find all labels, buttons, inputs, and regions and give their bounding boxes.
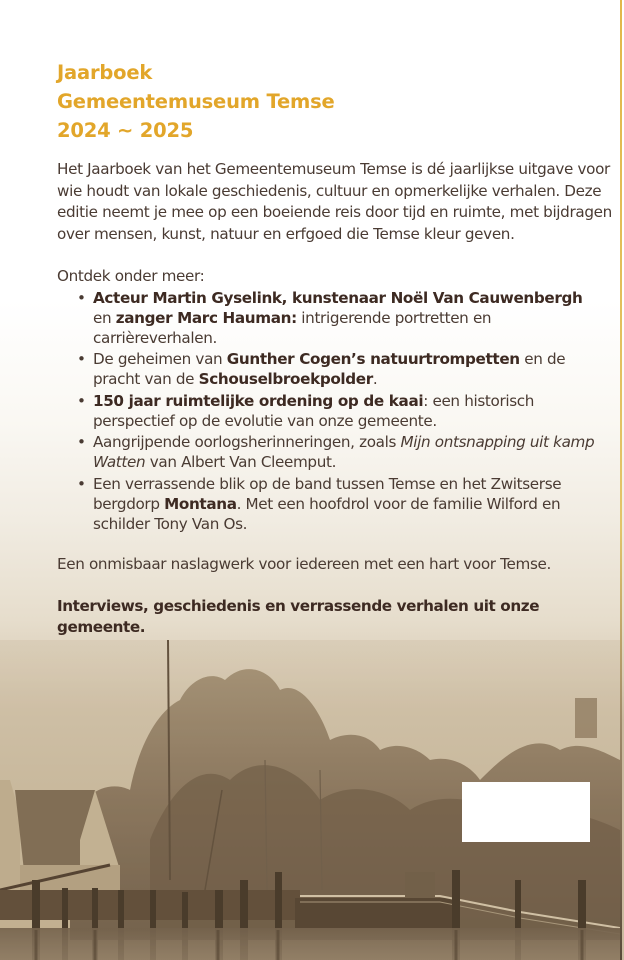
highlights-list xyxy=(75,288,605,534)
highlight-item: • Acteur Martin Gyselink, kunstenaar Noël Van Cauwenbergh en zanger Marc Hauman: intrigerende portretten en carrièreverhalen. xyxy=(75,288,605,348)
book-title xyxy=(57,58,617,145)
highlight-item: • Aangrijpende oorlogsherinneringen, zoals Mijn ontsnapping uit kamp Watten van Albert Van Cleemput. xyxy=(75,432,605,472)
discover-heading: Ontdek onder meer: xyxy=(57,267,205,286)
cover-text-block xyxy=(57,58,617,639)
highlight-item: • 150 jaar ruimtelijke ordening op de kaai: een historisch perspectief op de evolutie van onze gemeente. xyxy=(75,391,605,431)
barcode-placeholder xyxy=(462,782,590,842)
intro-paragraph: Het Jaarboek van het Gemeentemuseum Temse is dé jaarlijkse uitgave voor wie houdt van lokale geschiedenis, cultuur en opmerkelijke verhalen. Deze editie neemt je mee op een boeiende reis door tijd en ruimte, met bijdragen over mensen, kunst, natuur en erfgoed die Temse kleur geven. xyxy=(57,160,612,243)
spine-edge-line xyxy=(620,0,622,960)
highlight-item: • Een verrassende blik op de band tussen Temse en het Zwitserse bergdorp Montana. Met een hoofdrol voor de familie Wilford en schilder Tony Van Os. xyxy=(75,474,605,534)
tagline: Interviews, geschiedenis en verrassende verhalen uit onze gemeente. xyxy=(57,596,540,637)
closing-paragraph: Een onmisbaar naslagwerk voor iedereen met een hart voor Temse. xyxy=(57,554,551,573)
title-line-3: 2024 ~ 2025 xyxy=(57,119,194,142)
highlight-item: • De geheimen van Gunther Cogen’s natuurtrompetten en de pracht van de Schouselbroekpolder. xyxy=(75,349,605,389)
title-line-1: Jaarboek xyxy=(57,61,153,84)
title-line-2: Gemeentemuseum Temse xyxy=(57,90,335,113)
